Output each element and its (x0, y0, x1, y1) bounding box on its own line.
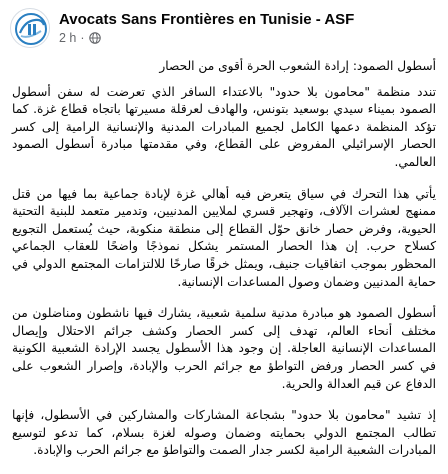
post-meta (59, 31, 101, 45)
post-paragraph: إذ تشيد "محامون بلا حدود" بشجاعة المشاركات والمشاركين في الأسطول، فإنها تطالب المجتمع الدولي بحمايته وضمان وصوله لغزة بسلام، كما تدعو لتوسيع المبادرات الشعبية الرامية لكسر جدار الصمت والتواطؤ مع جرائم الحرب والإبادة. (12, 408, 436, 458)
page-name[interactable]: Avocats Sans Frontières en Tunisie - ASF (59, 11, 355, 28)
post-title: أسطول الصمود: إرادة الشعوب الحرة أقوى من الحصار (159, 59, 436, 73)
post-paragraph: أسطول الصمود هو مبادرة مدنية سلمية شعبية، يشارك فيها ناشطون ومناضلون من مختلف أنحاء العالم، تهدف إلى كسر الحصار وكشف جرائم الاحتلال وإيصال المساعدات الإنسانية العاجلة. إن وجود هذا الأسطول يجسد الإرادة الشعبية الكونية في كسر الحصار ورفض التواطؤ مع جرائم الحرب والإبادة، وإصرار الشعوب على الدفاع عن قيم العدالة والحرية. (12, 306, 436, 391)
post-body (12, 58, 436, 474)
globe-icon (89, 32, 101, 44)
post-header (10, 8, 438, 56)
meta-separator: · (80, 31, 85, 45)
post-paragraph: تندد منظمة "محامون بلا حدود" بالاعتداء السافر الذي تعرضت له سفن أسطول الصمود بميناء سيدي بوسعيد بتونس، والهادف لعرقلة مسيرتها باتجاه قطاع غزة. كما تؤكد المنظمة دعمها الكامل لجميع المبادرات المدنية والإنسانية الرامية إلى كسر الحصار الإسرائيلي المفروض على القطاع، وفي مقدمتها مبادرة أسطول الصمود العالمي. (12, 84, 436, 169)
avatar[interactable] (10, 8, 50, 48)
post-timestamp[interactable]: 2 h (59, 31, 77, 45)
post-paragraph: يأتي هذا التحرك في سياق يتعرض فيه أهالي غزة لإبادة جماعية بما فيها من قتل ممنهج لعشرات الآلاف، وتهجير قسري لملايين المدنيين، وتدمير متعمد للبنية التحتية الحيوية، وفرض حصار خانق حوّل القطاع إلى منطقة منكوبة، حيث يُستعمل التجويع كسلاح حرب. إن هذا الحصار المستمر يشكل نموذجًا واضحًا للعقاب الجماعي المحظور بموجب اتفاقيات جنيف، ويمثل خرقًا صارخًا للالتزامات المجتمع الدولي في حماية المدنيين وضمان وصول المساعدات الإنسانية. (12, 186, 436, 289)
asf-logo (11, 9, 50, 48)
